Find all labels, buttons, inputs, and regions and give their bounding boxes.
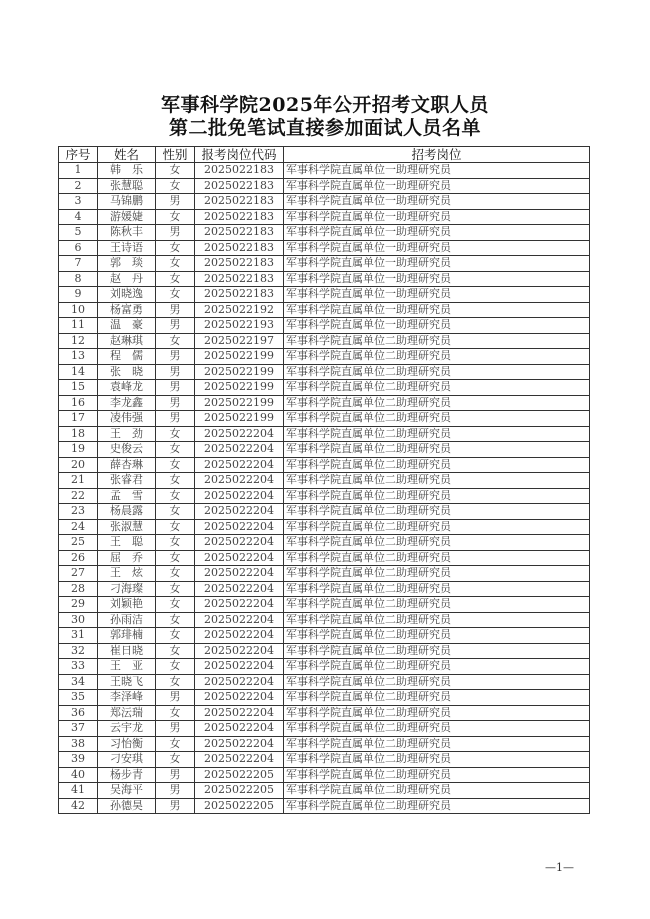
position-title: 军事科学院直属单位一助理研究员	[284, 318, 590, 334]
candidate-name: 郭琲楠	[98, 628, 156, 644]
position-title: 军事科学院直属单位二助理研究员	[284, 752, 590, 768]
table-row	[59, 302, 590, 318]
position-code: 2025022204	[195, 752, 284, 768]
gender: 男	[156, 783, 195, 799]
gender: 女	[156, 426, 195, 442]
table-row	[59, 256, 590, 272]
row-index: 13	[59, 349, 98, 365]
position-code: 2025022204	[195, 690, 284, 706]
table-row	[59, 287, 590, 303]
gender: 男	[156, 225, 195, 241]
position-title: 军事科学院直属单位二助理研究员	[284, 705, 590, 721]
candidate-name: 杨晨露	[98, 504, 156, 520]
gender: 女	[156, 566, 195, 582]
table-row	[59, 550, 590, 566]
candidate-name: 王诗语	[98, 240, 156, 256]
gender: 女	[156, 442, 195, 458]
candidate-name: 马锦鹏	[98, 194, 156, 210]
candidate-name: 王 亚	[98, 659, 156, 675]
gender: 男	[156, 349, 195, 365]
row-index: 16	[59, 395, 98, 411]
position-title: 军事科学院直属单位二助理研究员	[284, 581, 590, 597]
row-index: 26	[59, 550, 98, 566]
position-title: 军事科学院直属单位二助理研究员	[284, 721, 590, 737]
candidate-name: 屈 乔	[98, 550, 156, 566]
candidate-name: 崔日晓	[98, 643, 156, 659]
table-row	[59, 566, 590, 582]
row-index: 8	[59, 271, 98, 287]
position-title: 军事科学院直属单位一助理研究员	[284, 194, 590, 210]
gender: 女	[156, 535, 195, 551]
row-index: 10	[59, 302, 98, 318]
position-title: 军事科学院直属单位二助理研究员	[284, 519, 590, 535]
row-index: 33	[59, 659, 98, 675]
row-index: 23	[59, 504, 98, 520]
table-row	[59, 690, 590, 706]
row-index: 28	[59, 581, 98, 597]
gender: 男	[156, 395, 195, 411]
table-row	[59, 364, 590, 380]
table-row	[59, 597, 590, 613]
row-index: 20	[59, 457, 98, 473]
gender: 男	[156, 767, 195, 783]
position-code: 2025022204	[195, 535, 284, 551]
table-row	[59, 721, 590, 737]
position-code: 2025022204	[195, 643, 284, 659]
row-index: 37	[59, 721, 98, 737]
table-row	[59, 736, 590, 752]
gender: 男	[156, 411, 195, 427]
table-row	[59, 225, 590, 241]
table-row	[59, 519, 590, 535]
row-index: 30	[59, 612, 98, 628]
position-code: 2025022204	[195, 426, 284, 442]
candidate-name: 游媛婕	[98, 209, 156, 225]
position-title: 军事科学院直属单位一助理研究员	[284, 271, 590, 287]
position-title: 军事科学院直属单位二助理研究员	[284, 457, 590, 473]
row-index: 31	[59, 628, 98, 644]
table-row	[59, 535, 590, 551]
candidate-name: 李龙鑫	[98, 395, 156, 411]
position-title: 军事科学院直属单位二助理研究员	[284, 659, 590, 675]
gender: 女	[156, 550, 195, 566]
row-index: 2	[59, 178, 98, 194]
position-code: 2025022204	[195, 457, 284, 473]
gender: 女	[156, 209, 195, 225]
gender: 女	[156, 736, 195, 752]
table-row	[59, 178, 590, 194]
position-code: 2025022204	[195, 504, 284, 520]
table-row	[59, 581, 590, 597]
table-row	[59, 798, 590, 814]
gender: 男	[156, 380, 195, 396]
candidate-name: 王 劲	[98, 426, 156, 442]
position-title: 军事科学院直属单位二助理研究员	[284, 736, 590, 752]
row-index: 27	[59, 566, 98, 582]
row-index: 40	[59, 767, 98, 783]
row-index: 12	[59, 333, 98, 349]
position-code: 2025022204	[195, 705, 284, 721]
position-title: 军事科学院直属单位二助理研究员	[284, 798, 590, 814]
row-index: 9	[59, 287, 98, 303]
row-index: 15	[59, 380, 98, 396]
position-title: 军事科学院直属单位二助理研究员	[284, 566, 590, 582]
gender: 男	[156, 302, 195, 318]
position-code: 2025022197	[195, 333, 284, 349]
position-title: 军事科学院直属单位二助理研究员	[284, 426, 590, 442]
column-header-name: 姓名	[98, 147, 156, 163]
position-code: 2025022204	[195, 736, 284, 752]
table-row	[59, 380, 590, 396]
row-index: 1	[59, 163, 98, 179]
candidate-name: 张 晓	[98, 364, 156, 380]
position-title: 军事科学院直属单位二助理研究员	[284, 488, 590, 504]
position-code: 2025022204	[195, 597, 284, 613]
column-header-position: 招考岗位	[284, 147, 590, 163]
position-code: 2025022199	[195, 364, 284, 380]
candidate-name: 赵琳琪	[98, 333, 156, 349]
candidate-name: 赵 丹	[98, 271, 156, 287]
position-code: 2025022204	[195, 550, 284, 566]
position-title: 军事科学院直属单位二助理研究员	[284, 349, 590, 365]
position-code: 2025022204	[195, 488, 284, 504]
position-code: 2025022205	[195, 783, 284, 799]
position-code: 2025022183	[195, 178, 284, 194]
position-code: 2025022205	[195, 767, 284, 783]
gender: 男	[156, 690, 195, 706]
row-index: 3	[59, 194, 98, 210]
position-code: 2025022183	[195, 271, 284, 287]
candidate-name: 郭 琰	[98, 256, 156, 272]
position-code: 2025022204	[195, 581, 284, 597]
gender: 女	[156, 659, 195, 675]
row-index: 41	[59, 783, 98, 799]
row-index: 39	[59, 752, 98, 768]
candidate-name: 刁安琪	[98, 752, 156, 768]
gender: 女	[156, 581, 195, 597]
position-code: 2025022204	[195, 442, 284, 458]
gender: 女	[156, 597, 195, 613]
table-row	[59, 411, 590, 427]
row-index: 36	[59, 705, 98, 721]
position-code: 2025022204	[195, 519, 284, 535]
candidate-name: 孟 雪	[98, 488, 156, 504]
candidate-name: 王 炫	[98, 566, 156, 582]
candidate-name: 袁峰龙	[98, 380, 156, 396]
position-title: 军事科学院直属单位二助理研究员	[284, 597, 590, 613]
table-row	[59, 488, 590, 504]
candidate-name: 王晓飞	[98, 674, 156, 690]
table-row	[59, 643, 590, 659]
table-row	[59, 209, 590, 225]
row-index: 34	[59, 674, 98, 690]
gender: 女	[156, 256, 195, 272]
position-code: 2025022204	[195, 628, 284, 644]
table-row	[59, 767, 590, 783]
candidate-name: 刁海璨	[98, 581, 156, 597]
gender: 女	[156, 287, 195, 303]
position-title: 军事科学院直属单位一助理研究员	[284, 163, 590, 179]
gender: 女	[156, 333, 195, 349]
position-code: 2025022183	[195, 287, 284, 303]
gender: 女	[156, 674, 195, 690]
table-row	[59, 240, 590, 256]
gender: 男	[156, 364, 195, 380]
candidate-name: 孙雨洁	[98, 612, 156, 628]
gender: 女	[156, 519, 195, 535]
table-row	[59, 783, 590, 799]
candidate-name: 吴海平	[98, 783, 156, 799]
position-title: 军事科学院直属单位二助理研究员	[284, 690, 590, 706]
position-title: 军事科学院直属单位一助理研究员	[284, 287, 590, 303]
position-title: 军事科学院直属单位二助理研究员	[284, 473, 590, 489]
position-code: 2025022204	[195, 473, 284, 489]
position-title: 军事科学院直属单位二助理研究员	[284, 411, 590, 427]
position-code: 2025022183	[195, 194, 284, 210]
table-row	[59, 349, 590, 365]
position-title: 军事科学院直属单位二助理研究员	[284, 550, 590, 566]
table-row	[59, 705, 590, 721]
position-code: 2025022199	[195, 411, 284, 427]
row-index: 4	[59, 209, 98, 225]
position-title: 军事科学院直属单位一助理研究员	[284, 240, 590, 256]
candidate-name: 王 聪	[98, 535, 156, 551]
candidate-name: 韩 乐	[98, 163, 156, 179]
candidate-table	[58, 146, 590, 814]
position-code: 2025022183	[195, 240, 284, 256]
table-row	[59, 612, 590, 628]
gender: 男	[156, 318, 195, 334]
row-index: 19	[59, 442, 98, 458]
candidate-name: 云宇龙	[98, 721, 156, 737]
position-code: 2025022204	[195, 566, 284, 582]
table-header-row	[59, 147, 590, 163]
gender: 女	[156, 240, 195, 256]
gender: 女	[156, 643, 195, 659]
gender: 女	[156, 163, 195, 179]
gender: 女	[156, 178, 195, 194]
position-title: 军事科学院直属单位二助理研究员	[284, 643, 590, 659]
position-title: 军事科学院直属单位一助理研究员	[284, 178, 590, 194]
row-index: 22	[59, 488, 98, 504]
candidate-name: 薛杏琳	[98, 457, 156, 473]
candidate-name: 习怡衡	[98, 736, 156, 752]
column-header-gender: 性别	[156, 147, 195, 163]
position-title: 军事科学院直属单位二助理研究员	[284, 364, 590, 380]
document-title-line-2: 第二批免笔试直接参加面试人员名单	[168, 117, 481, 139]
position-title: 军事科学院直属单位二助理研究员	[284, 380, 590, 396]
position-title: 军事科学院直属单位二助理研究员	[284, 442, 590, 458]
position-title: 军事科学院直属单位一助理研究员	[284, 225, 590, 241]
page-number: —1—	[545, 861, 574, 874]
gender: 女	[156, 504, 195, 520]
column-header-index: 序号	[59, 147, 98, 163]
candidate-name: 史俊云	[98, 442, 156, 458]
gender: 男	[156, 721, 195, 737]
table-row	[59, 457, 590, 473]
gender: 女	[156, 488, 195, 504]
position-code: 2025022193	[195, 318, 284, 334]
table-row	[59, 504, 590, 520]
position-title: 军事科学院直属单位二助理研究员	[284, 783, 590, 799]
table-row	[59, 659, 590, 675]
gender: 女	[156, 457, 195, 473]
table-row	[59, 674, 590, 690]
position-code: 2025022204	[195, 612, 284, 628]
candidate-name: 刘晓逸	[98, 287, 156, 303]
table-body	[59, 163, 590, 814]
candidate-name: 郑沄瑞	[98, 705, 156, 721]
table-row	[59, 333, 590, 349]
position-code: 2025022183	[195, 256, 284, 272]
position-title: 军事科学院直属单位二助理研究员	[284, 535, 590, 551]
position-title: 军事科学院直属单位二助理研究员	[284, 395, 590, 411]
row-index: 25	[59, 535, 98, 551]
table-row	[59, 395, 590, 411]
candidate-name: 程 儒	[98, 349, 156, 365]
position-title: 军事科学院直属单位二助理研究员	[284, 333, 590, 349]
table-row	[59, 163, 590, 179]
table-row	[59, 271, 590, 287]
position-title: 军事科学院直属单位二助理研究员	[284, 504, 590, 520]
position-code: 2025022205	[195, 798, 284, 814]
gender: 女	[156, 612, 195, 628]
gender: 女	[156, 271, 195, 287]
gender: 女	[156, 628, 195, 644]
table-row	[59, 318, 590, 334]
row-index: 14	[59, 364, 98, 380]
gender: 女	[156, 705, 195, 721]
table-row	[59, 628, 590, 644]
table-row	[59, 426, 590, 442]
position-code: 2025022192	[195, 302, 284, 318]
row-index: 7	[59, 256, 98, 272]
position-title: 军事科学院直属单位一助理研究员	[284, 209, 590, 225]
position-code: 2025022204	[195, 674, 284, 690]
candidate-name: 凌伟强	[98, 411, 156, 427]
gender: 女	[156, 473, 195, 489]
table-row	[59, 473, 590, 489]
row-index: 18	[59, 426, 98, 442]
position-title: 军事科学院直属单位二助理研究员	[284, 767, 590, 783]
row-index: 38	[59, 736, 98, 752]
candidate-name: 张慧聪	[98, 178, 156, 194]
row-index: 24	[59, 519, 98, 535]
position-code: 2025022183	[195, 225, 284, 241]
gender: 男	[156, 194, 195, 210]
position-code: 2025022204	[195, 721, 284, 737]
position-title: 军事科学院直属单位一助理研究员	[284, 256, 590, 272]
column-header-position-code: 报考岗位代码	[195, 147, 284, 163]
position-code: 2025022204	[195, 659, 284, 675]
table-row	[59, 752, 590, 768]
table-row	[59, 194, 590, 210]
candidate-name: 张睿君	[98, 473, 156, 489]
position-title: 军事科学院直属单位二助理研究员	[284, 674, 590, 690]
document-title-line-1: 军事科学院2025年公开招考文职人员	[161, 94, 489, 116]
row-index: 42	[59, 798, 98, 814]
row-index: 29	[59, 597, 98, 613]
table-row	[59, 442, 590, 458]
gender: 女	[156, 752, 195, 768]
row-index: 32	[59, 643, 98, 659]
row-index: 5	[59, 225, 98, 241]
candidate-name: 温 豪	[98, 318, 156, 334]
position-code: 2025022199	[195, 349, 284, 365]
candidate-name: 杨富勇	[98, 302, 156, 318]
row-index: 17	[59, 411, 98, 427]
gender: 男	[156, 798, 195, 814]
candidate-name: 孙德昊	[98, 798, 156, 814]
row-index: 6	[59, 240, 98, 256]
position-code: 2025022199	[195, 380, 284, 396]
row-index: 35	[59, 690, 98, 706]
candidate-name: 李泽峰	[98, 690, 156, 706]
candidate-name: 陈秋丰	[98, 225, 156, 241]
candidate-name: 张淑慧	[98, 519, 156, 535]
position-title: 军事科学院直属单位二助理研究员	[284, 612, 590, 628]
row-index: 11	[59, 318, 98, 334]
row-index: 21	[59, 473, 98, 489]
position-code: 2025022183	[195, 209, 284, 225]
position-title: 军事科学院直属单位二助理研究员	[284, 628, 590, 644]
position-title: 军事科学院直属单位一助理研究员	[284, 302, 590, 318]
candidate-name: 刘颖艳	[98, 597, 156, 613]
position-code: 2025022199	[195, 395, 284, 411]
candidate-name: 杨步青	[98, 767, 156, 783]
position-code: 2025022183	[195, 163, 284, 179]
